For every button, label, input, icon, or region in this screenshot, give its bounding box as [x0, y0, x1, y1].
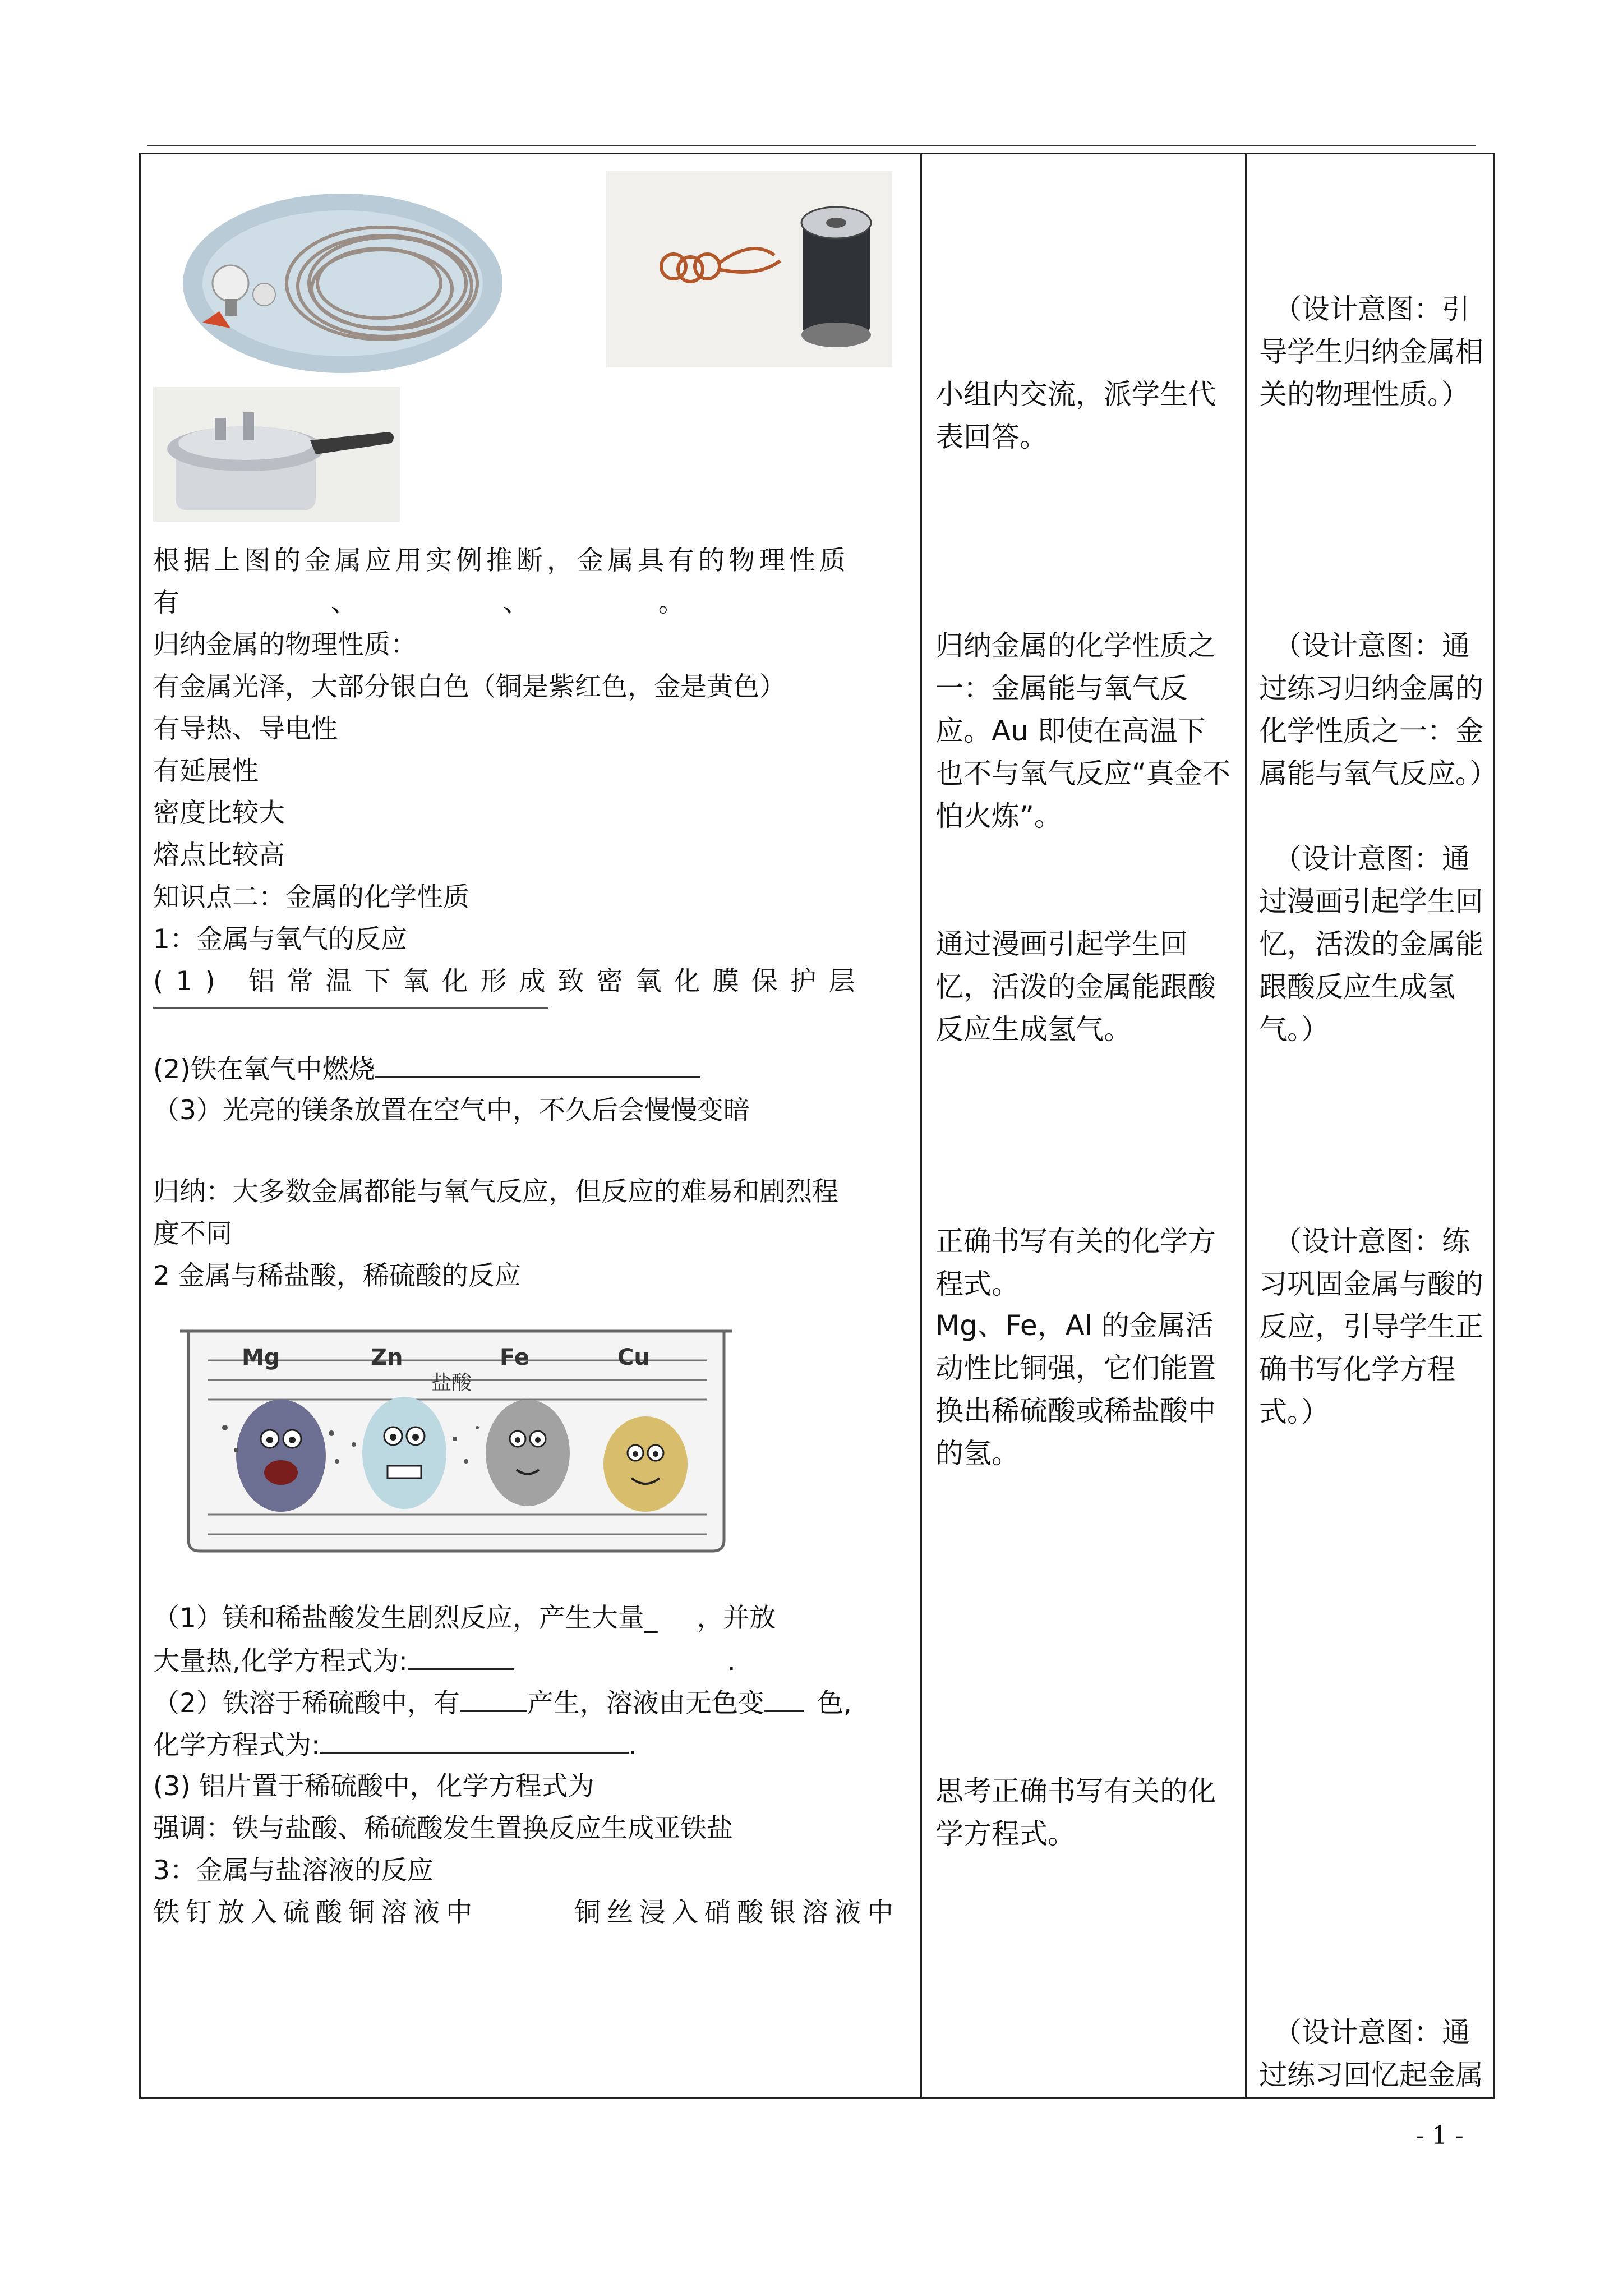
blank-line [320, 1728, 629, 1754]
acid-item-1-text-b: ，并放 [697, 1603, 776, 1634]
salt-item-1: 铁钉放入硫酸铜溶液中 [153, 1897, 478, 1928]
activity-block-3: 通过漫画引起学生回忆，活泼的金属能跟酸反应生成氢气。 [935, 928, 1216, 1046]
acid-item-2-line-a [153, 1686, 852, 1720]
property-item: 密度比较大 [153, 798, 285, 829]
beaker-label-zn: Zn [371, 1345, 403, 1370]
knowledge-point-2-title: 知识点二：金属的化学性质 [153, 882, 469, 913]
acid-item-1-text-a: （1）镁和稀盐酸发生剧烈反应，产生大量_ [153, 1603, 658, 1634]
beaker-label-fe: Fe [500, 1345, 529, 1370]
answer-end: 。 [658, 587, 685, 618]
intent-block-2: （设计意图：通过练习归纳金属的化学性质之一：金属能与氧气反应。） [1259, 629, 1497, 790]
pressure-cooker-image [153, 387, 400, 522]
content-column [140, 154, 921, 2099]
emphasis-note: 强调：铁与盐酸、稀硫酸发生置换反应生成亚铁盐 [153, 1813, 733, 1844]
acid-item-1-text-c: 大量热,化学方程式为: [153, 1646, 408, 1677]
conclusion-text-cont: 度不同 [153, 1218, 232, 1249]
answer-sep-1: 、 [330, 587, 357, 618]
activity-block-4: 正确书写有关的化学方程式。 [935, 1225, 1216, 1300]
section-acid-reaction: 2 金属与稀盐酸，稀硫酸的反应 [153, 1260, 521, 1291]
answer-sep-2: 、 [502, 587, 529, 618]
acid-item-2-line-b [153, 1728, 637, 1763]
beaker-cartoon-image [174, 1315, 741, 1557]
activity-block-5: Mg、Fe，Al 的金属活动性比铜强，它们能置换出稀硫酸或稀盐酸中的氢。 [935, 1309, 1216, 1470]
property-item: 有延展性 [153, 756, 259, 786]
blank-line [408, 1644, 514, 1670]
property-item: 有金属光泽，大部分银白色（铜是紫红色，金是黄色） [153, 671, 786, 702]
activity-block-1: 小组内交流，派学生代表回答。 [935, 378, 1216, 453]
section-oxygen-reaction: 1：金属与氧气的反应 [153, 924, 407, 955]
copper-wire-spool-image [606, 171, 892, 367]
intent-block-4: （设计意图：练习巩固金属与酸的反应，引导学生正确书写化学方程式。） [1259, 1225, 1483, 1428]
property-item: 有导热、导电性 [153, 714, 338, 744]
intent-block-5: （设计意图：通过练习回忆起金属 [1259, 2016, 1483, 2091]
lesson-table [139, 153, 1495, 2099]
physical-property-answer-line [153, 586, 685, 620]
blank-line [764, 1686, 804, 1712]
oxygen-item-2: (2)铁在氧气中燃烧 [153, 1054, 375, 1085]
blank-line [375, 1052, 700, 1078]
acid-item-2-text-b: 产生，溶液由无色变 [527, 1688, 764, 1719]
blank-line [153, 1007, 548, 1009]
intent-block-3: （设计意图：通过漫画引起学生回忆，活泼的金属能跟酸反应生成氢气。） [1259, 843, 1483, 1046]
acid-item-2-text-e: . [628, 1730, 637, 1761]
acid-item-2-text-c: 色, [817, 1688, 852, 1719]
conclusion-text: 归纳：大多数金属都能与氧气反应，但反应的难易和剧烈程 [153, 1176, 838, 1207]
wire-coil-image [180, 171, 505, 379]
activity-block-2: 归纳金属的化学性质之一：金属能与氧气反应。Au 即使在高温下也不与氧气反应“真金不怕火炼”。 [935, 629, 1230, 832]
page-number: - 1 - [1415, 2122, 1464, 2150]
physical-summary-title: 归纳金属的物理性质： [153, 629, 417, 660]
beaker-label-cu: Cu [617, 1345, 650, 1370]
physical-property-question: 根据上图的金属应用实例推断，金属具有的物理性质 [153, 545, 850, 576]
acid-item-1-line-b [153, 1644, 736, 1678]
beaker-label-acid: 盐酸 [431, 1372, 472, 1395]
acid-item-2-text-a: （2）铁溶于稀硫酸中，有 [153, 1688, 460, 1719]
oxygen-item-3: （3）光亮的镁条放置在空气中，不久后会慢慢变暗 [153, 1095, 750, 1126]
activity-block-6: 思考正确书写有关的化学方程式。 [935, 1775, 1216, 1850]
blank-line [460, 1686, 527, 1712]
property-item: 熔点比较高 [153, 840, 285, 871]
beaker-label-mg: Mg [242, 1345, 280, 1370]
student-activity-column [921, 154, 1246, 2099]
acid-item-1-line-a [153, 1602, 776, 1635]
header-rule [147, 145, 1476, 146]
oxygen-item-1: (1) 铝常温下氧化形成致密氧化膜保护层 [153, 966, 868, 997]
salt-item-2: 铜丝浸入硝酸银溶液中 [574, 1897, 900, 1928]
acid-item-2-text-d: 化学方程式为: [153, 1730, 320, 1761]
answer-prefix: 有 [153, 587, 179, 618]
acid-item-3: (3) 铝片置于稀硫酸中，化学方程式为 [153, 1771, 594, 1802]
section-salt-reaction: 3：金属与盐溶液的反应 [153, 1855, 434, 1886]
oxygen-item-2-line [153, 1052, 700, 1087]
intent-block-1: （设计意图：引导学生归纳金属相关的物理性质。） [1259, 293, 1483, 411]
acid-item-1-text-d: . [727, 1646, 736, 1677]
design-intent-column [1246, 154, 1495, 2099]
